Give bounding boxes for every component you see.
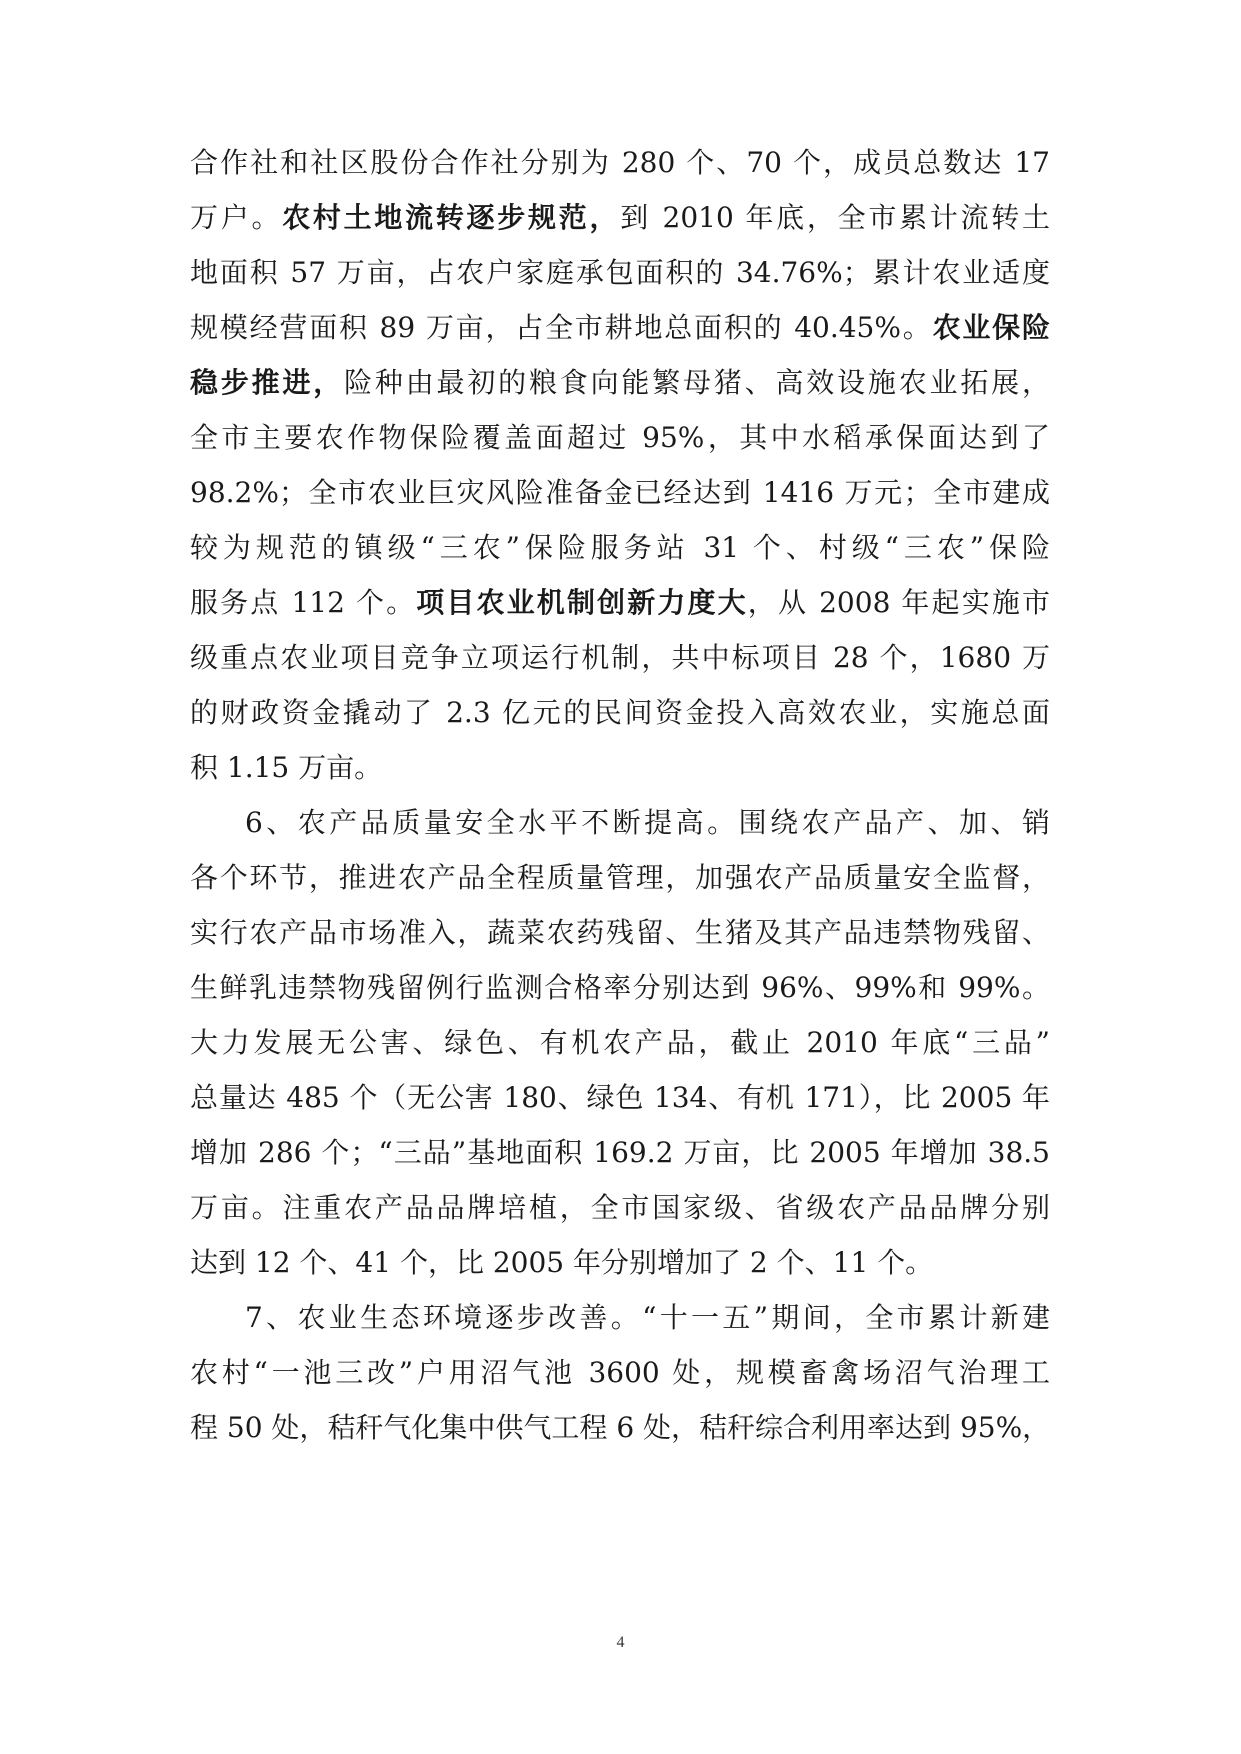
text-span: 万亩。注重农产品品牌培植，全市国家级、省级农产品品牌分别 — [190, 1191, 1050, 1224]
page-number: 4 — [616, 1634, 625, 1651]
text-line — [190, 1353, 1050, 1393]
text-span: 生鲜乳违禁物残留例行监测合格率分别达到 96%、99%和 99%。 — [190, 971, 1050, 1004]
bold-phrase: 稳步推进， — [190, 366, 345, 399]
bold-phrase: 农业保险 — [932, 311, 1050, 344]
text-line — [190, 1243, 1050, 1283]
text-span: 服务点 112 个。 — [190, 586, 417, 619]
text-line — [190, 418, 1050, 458]
text-line — [190, 1023, 1050, 1063]
text-span: 规模经营面积 89 万亩，占全市耕地总面积的 40.45%。 — [190, 311, 933, 344]
text-span: 积 1.15 万亩。 — [190, 751, 383, 784]
text-line — [190, 1408, 1050, 1448]
text-line — [190, 473, 1050, 513]
text-span: 98.2%；全市农业巨灾风险准备金已经达到 1416 万元；全市建成 — [190, 476, 1050, 509]
text-span: 级重点农业项目竞争立项运行机制，共中标项目 28 个，1680 万 — [190, 641, 1050, 674]
text-span: 地面积 57 万亩，占农户家庭承包面积的 34.76%；累计农业适度 — [190, 256, 1050, 289]
text-line — [190, 1133, 1050, 1173]
text-line — [190, 363, 1050, 403]
text-line — [190, 253, 1050, 293]
text-line — [190, 528, 1050, 568]
text-span: 全市主要农作物保险覆盖面超过 95%，其中水稻承保面达到了 — [190, 421, 1050, 454]
text-span: ，从 2008 年起实施市 — [747, 586, 1050, 619]
text-line — [190, 583, 1050, 623]
text-span: 总量达 485 个（无公害 180、绿色 134、有机 171），比 2005 年 — [190, 1081, 1050, 1114]
text-line — [190, 913, 1050, 953]
bold-phrase: 项目农业机制创新力度大 — [416, 586, 748, 619]
text-span: 到 2010 年底，全市累计流转土 — [620, 201, 1050, 234]
text-span: 险种由最初的粮食向能繁母猪、高效设施农业拓展， — [344, 366, 1050, 399]
text-span: 程 50 处，秸秆气化集中供气工程 6 处，秸秆综合利用率达到 95%， — [190, 1411, 1051, 1444]
text-line — [245, 803, 1050, 843]
text-span: 达到 12 个、41 个，比 2005 年分别增加了 2 个、11 个。 — [190, 1246, 934, 1279]
text-span: 大力发展无公害、绿色、有机农产品，截止 2010 年底“三品” — [190, 1026, 1050, 1059]
text-line — [190, 748, 1050, 788]
bold-phrase: 农村土地流转逐步规范， — [282, 201, 621, 234]
text-span: 增加 286 个；“三品”基地面积 169.2 万亩，比 2005 年增加 38.5 — [190, 1136, 1050, 1169]
text-span: 较为规范的镇级“三农”保险服务站 31 个、村级“三农”保险 — [190, 531, 1050, 564]
text-span: 实行农产品市场准入，蔬菜农药残留、生猪及其产品违禁物残留、 — [190, 916, 1050, 949]
text-line — [190, 858, 1050, 898]
text-line — [190, 638, 1050, 678]
text-line — [190, 1078, 1050, 1118]
text-line — [190, 143, 1050, 183]
text-span: 万户。 — [190, 201, 283, 234]
text-line — [190, 968, 1050, 1008]
text-line — [190, 308, 1050, 348]
text-span: 农村“一池三改”户用沼气池 3600 处，规模畜禽场沼气治理工 — [190, 1356, 1050, 1389]
text-span: 各个环节，推进农产品全程质量管理，加强农产品质量安全监督， — [190, 861, 1050, 894]
text-span: 6、农产品质量安全水平不断提高。围绕农产品产、加、销 — [245, 806, 1050, 839]
text-line — [245, 1298, 1050, 1338]
text-span: 7、农业生态环境逐步改善。“十一五”期间，全市累计新建 — [245, 1301, 1050, 1334]
text-line — [190, 1188, 1050, 1228]
text-line — [190, 693, 1050, 733]
text-line — [190, 198, 1050, 238]
text-span: 的财政资金撬动了 2.3 亿元的民间资金投入高效农业，实施总面 — [190, 696, 1050, 729]
text-span: 合作社和社区股份合作社分别为 280 个、70 个，成员总数达 17 — [190, 146, 1050, 179]
